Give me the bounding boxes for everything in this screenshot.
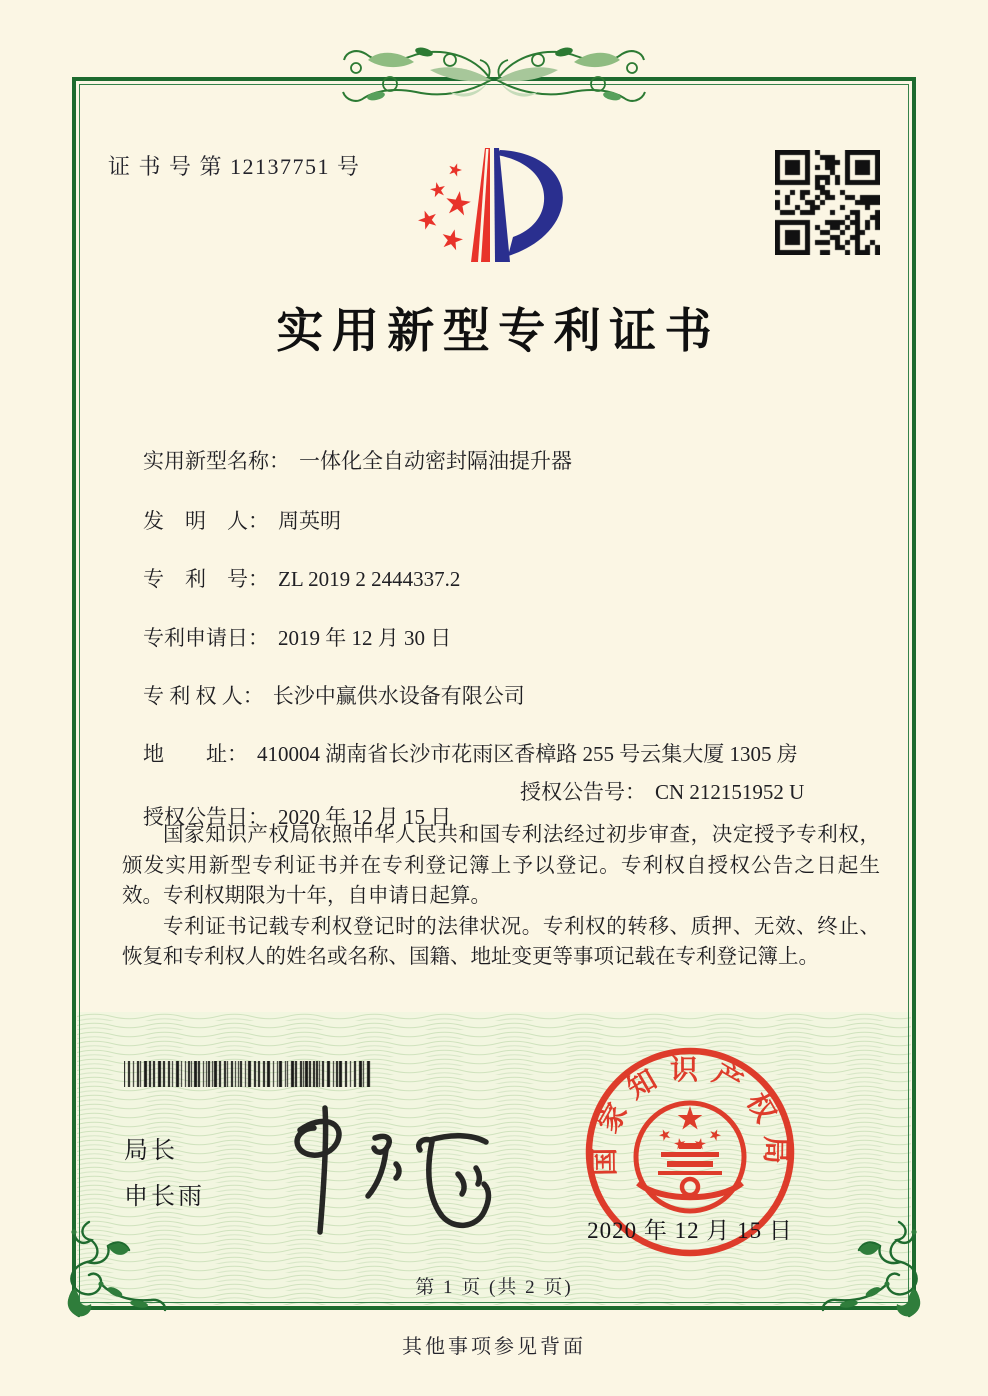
seal-date: 2020 年 12 月 15 日 (587, 1218, 793, 1243)
field-label: 专利申请日： (143, 626, 269, 650)
commissioner-name: 申长雨 (124, 1183, 205, 1210)
top-flourish-ornament (338, 40, 650, 110)
field-label: 地 址： (143, 742, 248, 766)
page-indicator: 第 1 页 (共 2 页) (415, 1277, 573, 1298)
commissioner-signature (270, 1100, 520, 1240)
field-value: ZL 2019 2 2444337.2 (278, 567, 461, 591)
grant-date-value: 2020 年 12 月 15 日 (278, 805, 452, 829)
logo-blue-wedge (494, 148, 510, 262)
field-label: 发 明 人： (143, 509, 269, 533)
legal-text (122, 820, 880, 973)
grant-no-value: CN 212151952 U (655, 780, 805, 804)
field-value: 一体化全自动密封隔油提升器 (299, 449, 572, 473)
legal-paragraph-1: 国家知识产权局依照中华人民共和国专利法经过初步审查，决定授予专利权，颁发实用新型专利证书并在专利登记簿上予以登记。专利权自授权公告之日起生效。专利权期限为十年，自申请日起算。 (122, 824, 880, 907)
logo-stars (416, 161, 472, 251)
field-value: 周英明 (278, 509, 341, 533)
field-value: 长沙中赢供水设备有限公司 (272, 684, 525, 708)
footer-note: 其他事项参见背面 (402, 1336, 586, 1358)
certificate-title: 实用新型专利证书 (276, 306, 721, 358)
grant-date-label: 授权公告日： (143, 805, 269, 829)
national-emblem (636, 1103, 744, 1211)
seal-text: 国家知识产权局 (589, 1054, 791, 1177)
qr-code (775, 150, 880, 255)
legal-paragraph-2: 专利证书记载专利权登记时的法律状况。专利权的转移、质押、无效、终止、恢复和专利权人的姓名或名称、国籍、地址变更等事项记载在专利登记簿上。 (122, 915, 880, 968)
commissioner-block (124, 1128, 205, 1220)
field-value: 410004 湖南省长沙市花雨区香樟路 255 号云集大厦 1305 房 (257, 742, 798, 766)
cnipa-logo (400, 140, 600, 270)
barcode (124, 1061, 372, 1087)
grant-no-label: 授权公告号： (520, 780, 646, 804)
certificate-number: 证 书 号 第 12137751 号 (108, 154, 361, 179)
field-value: 2019 年 12 月 30 日 (278, 626, 452, 650)
grant-no-pair (520, 776, 804, 806)
commissioner-title: 局长 (124, 1137, 178, 1164)
field-label: 专 利 权 人： (143, 684, 264, 708)
field-label: 专 利 号： (143, 567, 269, 591)
field-label: 实用新型名称： (143, 449, 290, 473)
